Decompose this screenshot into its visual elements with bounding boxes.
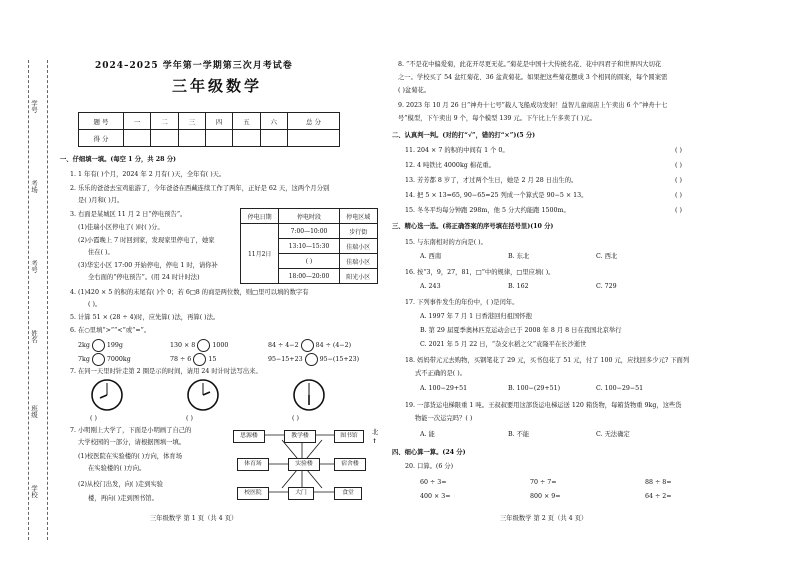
power-header-date: 停电日期 (241, 209, 279, 224)
judge-12: 12. 4 吨铁比 4000kg 棉花重。 (405, 162, 495, 169)
power-area: 佳瑞小区 (339, 239, 377, 254)
page-footer-left: 三年级数学 第 1 页（共 4 页） (150, 515, 238, 522)
oral-6: 64 ÷ 2= (645, 493, 672, 500)
question-3-2: (2)小霞晚上 7 时回到家，发现家里停电了，她家 (78, 237, 215, 244)
compare-circle[interactable] (197, 339, 210, 352)
question-3-2-cont: 住在( )。 (88, 249, 114, 256)
power-area: 阳光小区 (339, 269, 377, 284)
question-3: 3. 右面是某城区 11 月 2 日“停电预告”。 (70, 211, 187, 218)
choice-17-b: B. 第 29 届夏季奥林匹克运动会已于 2008 年 8 月 8 日在我国北京举行 (420, 327, 622, 334)
side-label-class: 班级 (30, 405, 38, 418)
side-label-school: 学校 (30, 485, 38, 498)
question-8-cont: 之一。学校买了 54 盆红菊花、36 盆黄菊花。如果把这些菊花摆成 3 个相同的圆案，每个圆案需 (398, 74, 668, 81)
question-7: 7. 在同一天里时针走第 2 圈是示的时间，请用 24 时计时法写出来。 (70, 368, 262, 375)
judge-answer[interactable]: ( ) (675, 147, 682, 154)
section-3-title: 三、精心选一选。(将正确答案的序号填在括号里)(10 分) (392, 223, 554, 230)
judge-14: 14. 把 5 × 13=65, 90−65=25 列成一个算式是 90−5 × 13。 (405, 192, 588, 199)
question-map-2-cont: 楼，再向( )走到图书馆。 (88, 495, 158, 502)
compare-4: 7kg 7000kg (78, 353, 131, 366)
power-date: 11月2日 (241, 224, 279, 284)
score-col-4: 四 (205, 113, 232, 130)
question-3-1: (1)佳瑞小区停电了( )时( )分。 (78, 224, 164, 231)
exam-title: 2024–2025 学年第一学期第三次月考试卷 (95, 61, 293, 71)
question-1: 1. 1 年有( )个月，2024 年 2 月有( )天，全年有( )天。 (70, 171, 226, 178)
building-stadium: 体育场 (237, 458, 269, 471)
score-cell[interactable] (178, 130, 205, 147)
judge-answer[interactable]: ( ) (675, 162, 682, 169)
choice-16-a: A. 243 (420, 283, 441, 290)
choice-17-c: C. 2021 年 5 月 22 日，“杂交水稻之父”袁隆平在长沙逝世 (420, 341, 587, 348)
question-9: 9. 2023 年 10 月 26 日“神舟十七号”载人飞船成功发射！益智儿童商店上午卖出 6 个“神舟十七 (398, 102, 668, 109)
question-map-1-cont: 在实验楼的( )方向。 (88, 465, 146, 472)
judge-11: 11. 204 × 7 的积的中间有 1 个 0。 (405, 147, 509, 154)
side-label-student-no: 学号 (30, 100, 38, 113)
judge-answer[interactable]: ( ) (675, 207, 682, 214)
score-col-2: 二 (151, 113, 178, 130)
power-time: 13:10—15:30 (279, 239, 339, 254)
choice-18-b: B. 100−(29+51) (508, 385, 561, 392)
compare-circle[interactable] (193, 353, 206, 366)
power-time: 18:00—20:00 (279, 269, 339, 284)
clock-1-answer[interactable]: ( ) (90, 415, 97, 422)
power-header-area: 停电区域 (339, 209, 377, 224)
building-gate: 大门 (288, 487, 314, 500)
score-col-1: 一 (124, 113, 151, 130)
power-time-blank[interactable]: ( ) (279, 254, 339, 269)
compare-circle[interactable] (92, 339, 105, 352)
power-area: 佳瑞小区 (339, 254, 377, 269)
choice-19-a: A. 能 (420, 431, 435, 438)
building-library: 图书馆 (334, 430, 364, 443)
question-map-2: (2)从校门出发，向( )走到实验 (78, 481, 164, 488)
choice-19-c: C. 无法确定 (596, 431, 630, 438)
score-cell[interactable] (205, 130, 232, 147)
choice-18: 18. 妈妈带元元去购物，买钢笔花了 29 元，买书包花了 51 元，付了 100 元，应找回多少元? 下面列 (405, 357, 690, 364)
question-8-cont2: ( )盆菊花。 (398, 87, 431, 94)
judge-13: 13. 芳芳都 8 岁了，才过两个生日，她是 2 月 28 日出生的。 (405, 177, 578, 184)
choice-15-b: B. 东北 (508, 253, 530, 260)
side-label-exam-room: 考场 (30, 180, 38, 193)
compare-6: 95−15+23 95−(15+23) (268, 353, 359, 366)
choice-15-a: A. 西南 (420, 253, 442, 260)
oral-3: 88 ÷ 8= (645, 479, 672, 486)
subject-title: 三年级数学 (172, 77, 263, 95)
section-4-title: 四、细心算一算。(24 分) (392, 449, 466, 456)
choice-16: 16. 按“3，9，27，81，□”中的规律，□里应填( )。 (405, 269, 555, 276)
choice-19-cont: 物能一次运完吗？( ) (415, 415, 473, 422)
choice-19-b: B. 不能 (508, 431, 530, 438)
compare-2: 130 × 8 1000 (170, 339, 228, 352)
question-6: 6. 在○里填“>”“<”或“=”。 (70, 327, 151, 334)
building-canteen: 食堂 (334, 487, 362, 500)
score-cell[interactable] (260, 130, 287, 147)
building-teaching: 教学楼 (284, 430, 316, 443)
choice-16-b: B. 162 (508, 283, 529, 290)
clock-3-answer[interactable]: ( ) (292, 415, 299, 422)
power-header-time: 停电时段 (279, 209, 339, 224)
score-cell[interactable] (151, 130, 178, 147)
north-arrow-icon: ↑ (372, 438, 378, 445)
side-label-exam-no: 考号 (30, 260, 38, 273)
choice-18-c: C. 100−29−51 (596, 385, 644, 392)
compare-circle[interactable] (305, 353, 318, 366)
building-lab: 实验楼 (288, 458, 320, 471)
question-4: 4. (1)420 × 5 的积的末尾有( )个 0；若 6□8 的商是两位数，则□里可以填的数字有 (70, 289, 309, 296)
choice-15-c: C. 西北 (596, 253, 618, 260)
question-4-cont: ( )。 (88, 301, 102, 308)
question-9-cont: 号”模型，下午卖出 9 个，每个模型 139 元。下午比上午多卖了( )元。 (398, 115, 596, 122)
compare-1: 2kg 199g (78, 339, 123, 352)
score-col-3: 三 (178, 113, 205, 130)
question-map-1: (1)校医院在实验楼的( )方向，体育场 (78, 453, 182, 460)
question-3-3-cont: 全右面的“停电预告”。(用 24 时计时法) (88, 274, 200, 281)
score-col-6: 六 (260, 113, 287, 130)
choice-15: 15. 与东南相对的方向是( )。 (405, 239, 487, 246)
score-col-5: 五 (233, 113, 260, 130)
choice-17-a: A. 1997 年 7 月 1 日香港回归祖国怀抱 (420, 313, 532, 320)
score-table (78, 112, 340, 147)
oral-2: 70 ÷ 7= (530, 479, 557, 486)
judge-answer[interactable]: ( ) (675, 177, 682, 184)
oral-1: 60 ÷ 3= (420, 479, 447, 486)
question-5: 5. 计算 51 × (28 ÷ 4)时，应先算( )法，再算( )法。 (70, 314, 220, 321)
question-8: 8. “不是花中偏爱菊，此花开尽更无花。”菊花是中国十大传统名花、花中四君子和世界四大切花 (398, 61, 662, 68)
score-col-total: 总 分 (287, 113, 339, 130)
judge-answer[interactable]: ( ) (675, 192, 682, 199)
section-2-title: 二、认真判一判。(对的打“√”，错的打“×”)(5 分) (392, 132, 536, 139)
oral-5: 800 × 9= (530, 493, 561, 500)
power-time: 7:00—10:00 (279, 224, 339, 239)
score-cell[interactable] (124, 130, 151, 147)
compare-5: 78 ÷ 6 15 (170, 353, 216, 366)
side-label-name: 姓名 (30, 330, 38, 343)
compare-3: 84 ÷ 4−2 84 ÷ (4−2) (268, 339, 351, 352)
question-2: 2. 乐乐的爸爸去宝鸡旅游了，今年爸爸在西藏连续工作了两年，正好是 62 天，这两个月分别 (70, 185, 330, 192)
score-row-label: 得 分 (79, 130, 124, 147)
power-area: 步行街 (339, 224, 377, 239)
choice-19: 19. 一部货运电梯限重 1 吨。王叔叔要用这部货运电梯运送 120 箱货物，每箱货物重 9kg，这些货 (405, 402, 682, 409)
compare-circle[interactable] (301, 339, 314, 352)
question-2-cont: 是( )月和( )月。 (78, 197, 124, 204)
score-cell[interactable] (287, 130, 339, 147)
question-20: 20. 口算。(6 分) (405, 463, 454, 470)
question-map-cont: 大学校园的一部分，请根据图填一填。 (78, 439, 186, 446)
choice-16-c: C. 729 (596, 283, 617, 290)
power-outage-table (240, 208, 378, 284)
question-map: 7. 小明刚上大学了，下面是小明画了自己的 (70, 427, 192, 434)
clock-2-answer[interactable]: ( ) (186, 415, 193, 422)
oral-4: 400 × 3= (420, 493, 451, 500)
choice-18-cont: 式不正确的是( )。 (415, 370, 466, 377)
choice-17: 17. 下列事件发生的年份中，( )是闰年。 (405, 299, 519, 306)
question-3-3: (3)华宏小区 17:00 开始停电，停电 1 时，请你补 (78, 262, 218, 269)
choice-18-a: A. 100−29+51 (420, 385, 468, 392)
clock-2 (186, 378, 220, 412)
compare-circle[interactable] (92, 353, 105, 366)
judge-15: 15. 冬冬平均每分钟跑 298m，他 5 分大约能跑 1500m。 (405, 207, 570, 214)
clock-1 (90, 378, 124, 412)
score-cell[interactable] (233, 130, 260, 147)
section-1-title: 一、仔细填一填。(每空 1 分，共 28 分) (60, 156, 177, 163)
building-siyuan: 思源楼 (233, 430, 265, 443)
clock-3 (292, 378, 326, 412)
north-arrow-label: 北 (372, 429, 379, 436)
page-footer-right: 三年级数学 第 2 页（共 4 页） (500, 515, 588, 522)
score-col-label: 题 号 (79, 113, 124, 130)
building-clinic: 校医院 (237, 487, 269, 500)
building-dorm: 宿舍楼 (334, 458, 366, 471)
